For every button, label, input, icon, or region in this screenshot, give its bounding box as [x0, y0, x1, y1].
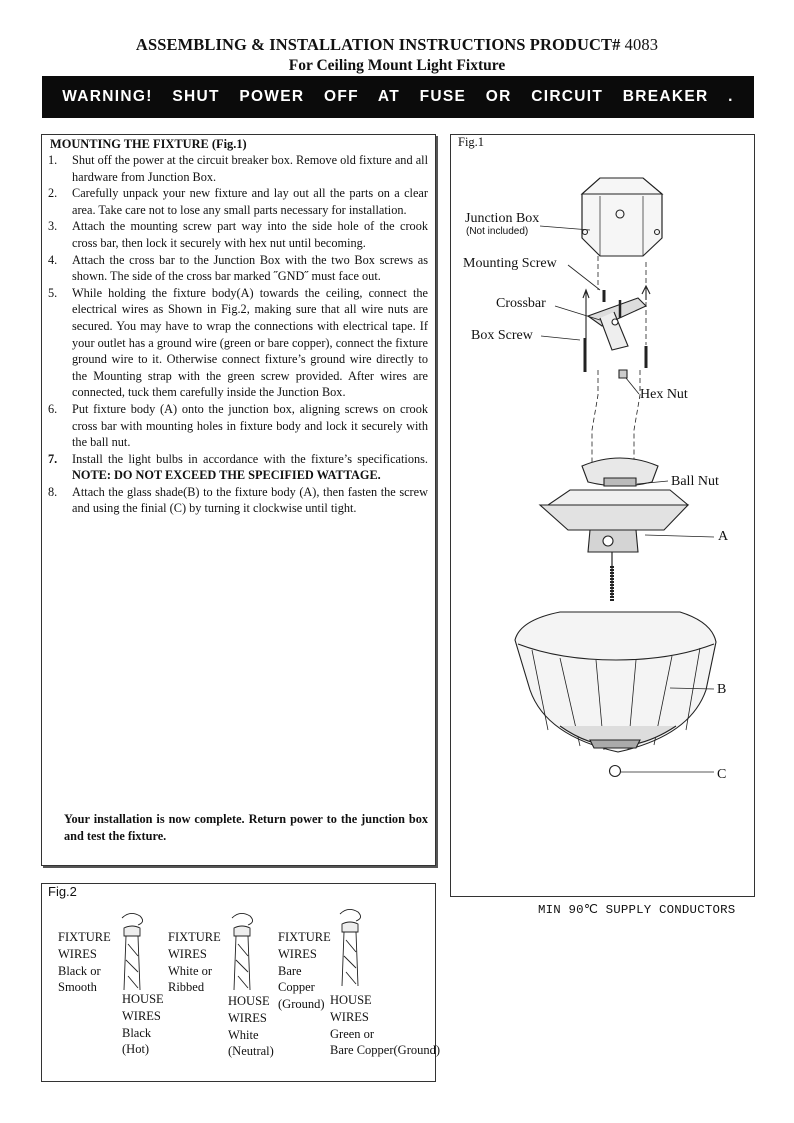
document-title: ASSEMBLING & INSTALLATION INSTRUCTIONS PRODUCT# 4083: [135, 35, 659, 54]
instructions-heading: MOUNTING THE FIXTURE (Fig.1): [50, 137, 247, 151]
step-8: 8. Attach the glass shade(B) to the fixture body (A), then fasten the screw and using the finial (C) by turning it clockwise until tight.: [48, 484, 428, 516]
document-subtitle: For Ceiling Mount Light Fixture: [288, 57, 506, 74]
label-b: B: [717, 682, 727, 697]
step-2: 2. Carefully unpack your new fixture and lay out all the parts on a clear area. Take care not to lose any small parts necessary for installation.: [48, 186, 428, 217]
step-5: 5. While holding the fixture body(A) towards the ceiling, connect the electrical wires as Shown in Fig.2, making sure that all wire nuts are secured. You may have to wrap the connections with electrical tape. If your outlet has a ground wire (green or bare copper), connect the fixture ground wire to it. Otherwise connect fixture’s ground wire directly to the Mounting strap with the green screw provided. After wires are connected, tuck them carefully inside the Junction Box.: [48, 285, 428, 400]
label-crossbar: Crossbar: [496, 296, 546, 311]
label-hex-nut: Hex Nut: [640, 387, 688, 402]
label-c: C: [717, 767, 727, 782]
wire-nut-icon-1: [122, 913, 143, 990]
label-junction-box: Junction Box: [465, 211, 540, 226]
wattage-note: NOTE: DO NOT EXCEED THE SPECIFIED WATTAGE.: [72, 468, 381, 483]
house-wires-white: HOUSE WIRES White (Neutral): [228, 994, 274, 1059]
product-number: 4083: [624, 35, 659, 54]
fixture-wires-white: FIXTURE WIRES White or Ribbed: [168, 930, 221, 995]
wire-nut-icon-2: [232, 913, 253, 990]
house-wires-black: HOUSE WIRES Black (Hot): [122, 992, 164, 1057]
step-4: 4. Attach the cross bar to the Junction Box with the two Box screws as shown. The side of the cross bar marked ˝GND˝ must face out.: [48, 252, 428, 284]
label-not-included: (Not included): [466, 226, 529, 237]
supply-conductors-note: MIN 90℃ SUPPLY CONDUCTORS: [538, 903, 736, 917]
fixture-wires-black: FIXTURE WIRES Black or Smooth: [58, 930, 111, 995]
step-7: 7. Install the light bulbs in accordance with the fixture’s specifications. NOTE: DO NOT EXCEED THE SPECIFIED WATTAGE.: [48, 451, 428, 483]
label-box-screw: Box Screw: [471, 328, 533, 343]
wire-nut-icon-3: [340, 909, 361, 986]
step-3: 3. Attach the mounting screw part way into the side hole of the crook cross bar, then lock it securely with hex nut until becoming.: [48, 219, 428, 250]
step-1: 1. Shut off the power at the circuit breaker box. Remove old fixture and all hardware from Junction Box.: [48, 153, 428, 184]
completion-note: Your installation is now complete. Return power to the junction box and test the fixture.: [64, 812, 428, 843]
figure-2-caption: Fig.2: [48, 884, 77, 899]
label-ball-nut: Ball Nut: [671, 474, 719, 489]
figure-1-caption: Fig.1: [458, 135, 485, 149]
warning-banner: WARNING! SHUT POWER OFF AT FUSE OR CIRCUIT BREAKER .: [42, 76, 754, 118]
fixture-wires-copper: FIXTURE WIRES Bare Copper (Ground): [278, 930, 331, 1012]
label-mounting-screw: Mounting Screw: [463, 256, 557, 271]
house-wires-ground: HOUSE WIRES Green or Bare Copper(Ground): [330, 993, 441, 1058]
label-a: A: [718, 529, 729, 544]
step-6: 6. Put fixture body (A) onto the junction box, aligning screws on crook cross bar with mounting holes in fixture body and lock it securely with the ball nut.: [48, 401, 428, 450]
